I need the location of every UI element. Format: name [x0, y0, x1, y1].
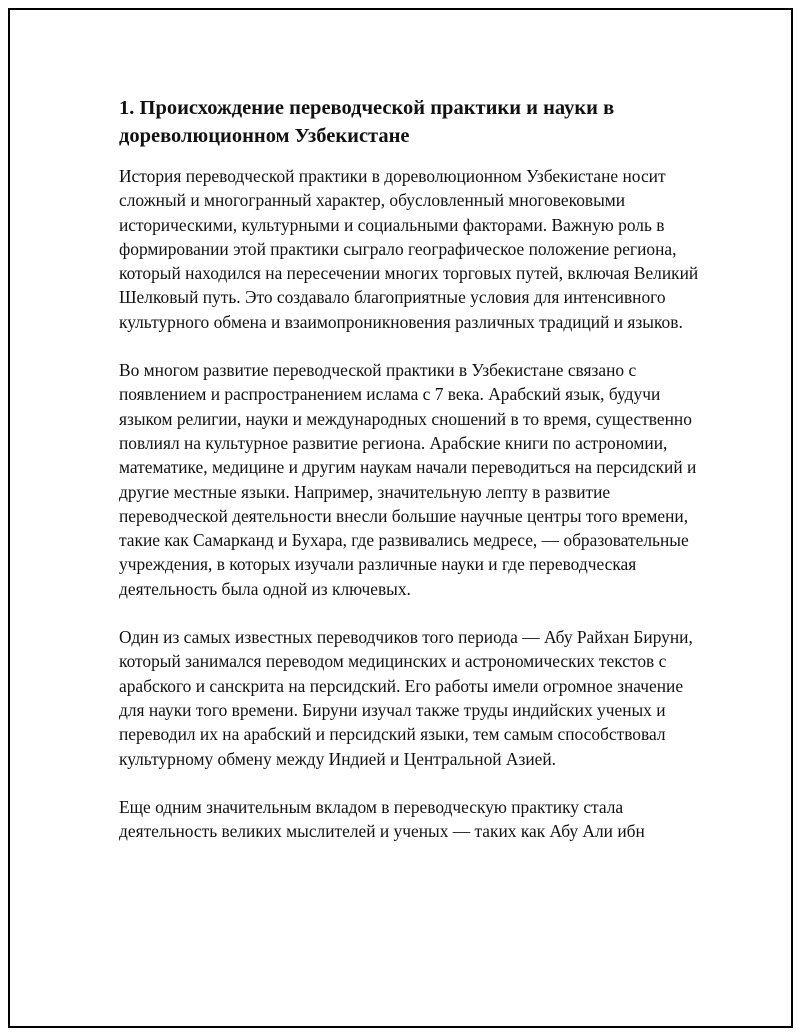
document-body: [119, 94, 699, 867]
paragraph-2: Во многом развитие переводческой практики в Узбекистане связано с появлением и распространением ислама с 7 века. Арабский язык, будучи языком религии, науки и международных сношений в то время, существенно повлиял на культурное развитие региона. Арабские книги по астрономии, математике, медицине и другим наукам начали переводиться на персидский и другие местные языки. Например, значительную лепту в развитие переводческой деятельности внесли большие научные центры того времени, такие как Самарканд и Бухара, где развивались медресе, — образовательные учреждения, в которых изучали различные науки и где переводческая деятельность была одной из ключевых.: [119, 360, 697, 599]
paragraph-4: Еще одним значительным вкладом в переводческую практику стала деятельность великих мыслителей и ученых — таких как Абу Али ибн: [119, 796, 645, 842]
paragraph-1: История переводческой практики в дореволюционном Узбекистане носит сложный и многогранный характер, обусловленный многовековыми историческими, культурными и социальными факторами. Важную роль в формировании этой практики сыграло географическое положение региона, который находился на пересечении многих торговых путей, включая Великий Шелковый путь. Это создавало благоприятные условия для интенсивного культурного обмена и взаимопроникновения различных традиций и языков.: [119, 166, 699, 332]
page-frame: [8, 8, 793, 1028]
paragraph-3: Один из самых известных переводчиков того периода — Абу Райхан Бируни, который занимался переводом медицинских и астрономических текстов с арабского и санскрита на персидский. Его работы имели огромное значение для науки того времени. Бируни изучал также труды индийских ученых и переводил их на арабский и персидский языки, тем самым способствовал культурному обмену между Индией и Центральной Азией.: [119, 627, 693, 769]
section-heading: 1. Происхождение переводческой практики и науки в дореволюционном Узбекистане: [119, 97, 615, 147]
